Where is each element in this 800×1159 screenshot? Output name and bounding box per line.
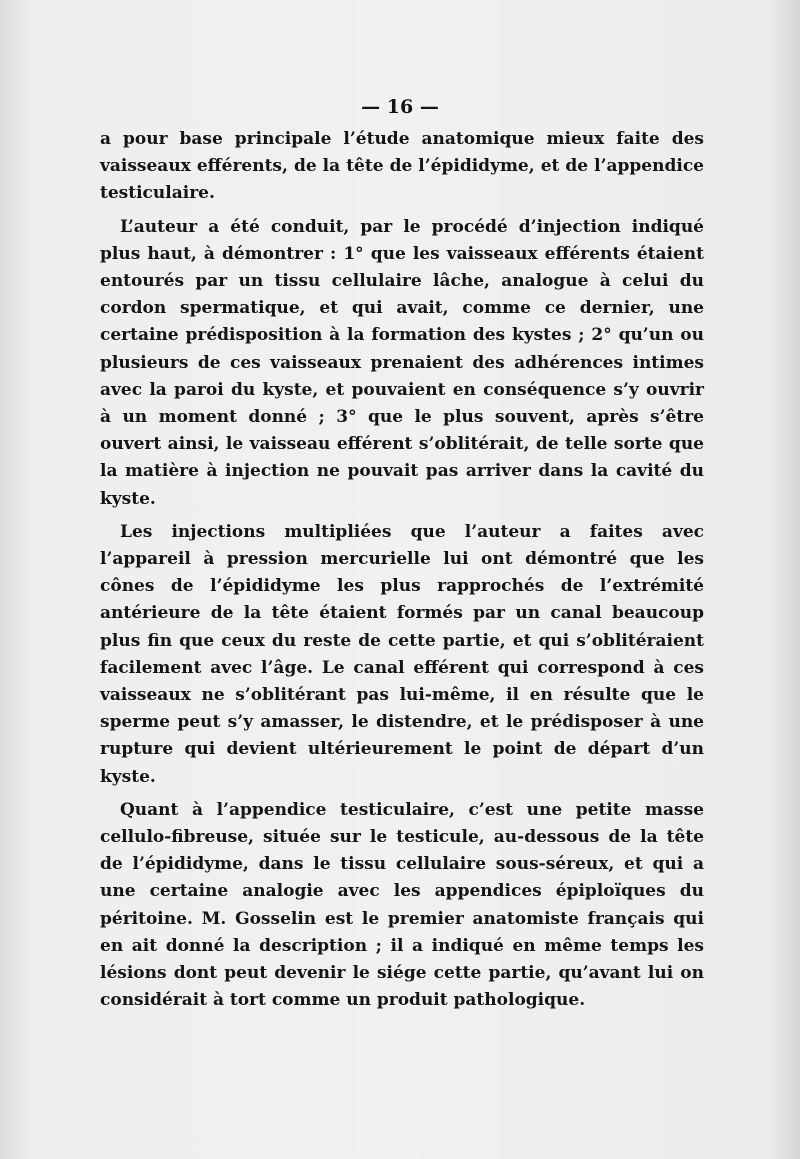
paragraph-4: Quant à l’appendice testiculaire, c’est une petite masse cellulo-fibreuse, située sur le testicule, au-dessous de la tête de l’épididyme, dans le tissu cellulaire sous-séreux, et qui a une certaine analogie avec les appendices épiploïques du péritoine. M. Gosselin est le premier anatomiste français qui en ait donné la description ; il a indiqué en même temps les lésions dont peut devenir le siége cette partie, qu’avant lui on considérait à tort comme un produit pathologique. bbox=[100, 799, 704, 1011]
paragraph-2: L’auteur a été conduit, par le procédé d’injection indiqué plus haut, à démontrer : 1° que les vaisseaux efférents étaient entourés par un tissu cellulaire lâche, analogue à celui du cordon spermatique, et qui avait, comme ce dernier, une certaine prédisposition à la formation des kystes ; 2° qu’un ou plusieurs de ces vaisseaux prenaient des adhérences intimes avec la paroi du kyste, et pouvaient en conséquence s’y ouvrir à un moment donné ; 3° que le plus souvent, après s’être ouvert ainsi, le vaisseau efférent s’oblitérait, de telle sorte que la matière à injection ne pouvait pas arriver dans la cavité du kyste. bbox=[100, 216, 704, 509]
paragraph-1: a pour base principale l’étude anatomique mieux faite des vaisseaux efférents, de la tête de l’épididyme, et de l’appendice testiculaire. bbox=[100, 129, 704, 204]
paragraph-3: Les injections multipliées que l’auteur a faites avec l’appareil à pression mercurielle lui ont démontré que les cônes de l’épididyme les plus rapprochés de l’extrémité antérieure de la tête étaient formés par un canal beaucoup plus fin que ceux du reste de cette partie, et qui s’oblitéraient facilement avec l’âge. Le canal efférent qui correspond à ces vaisseaux ne s’oblitérant pas lui-même, il en résulte que le sperme peut s’y amasser, le distendre, et le prédisposer à une rupture qui devient ultérieurement le point de départ d’un kyste. bbox=[100, 521, 704, 787]
page-number: — 16 — bbox=[361, 96, 439, 118]
body-text bbox=[100, 126, 704, 1015]
